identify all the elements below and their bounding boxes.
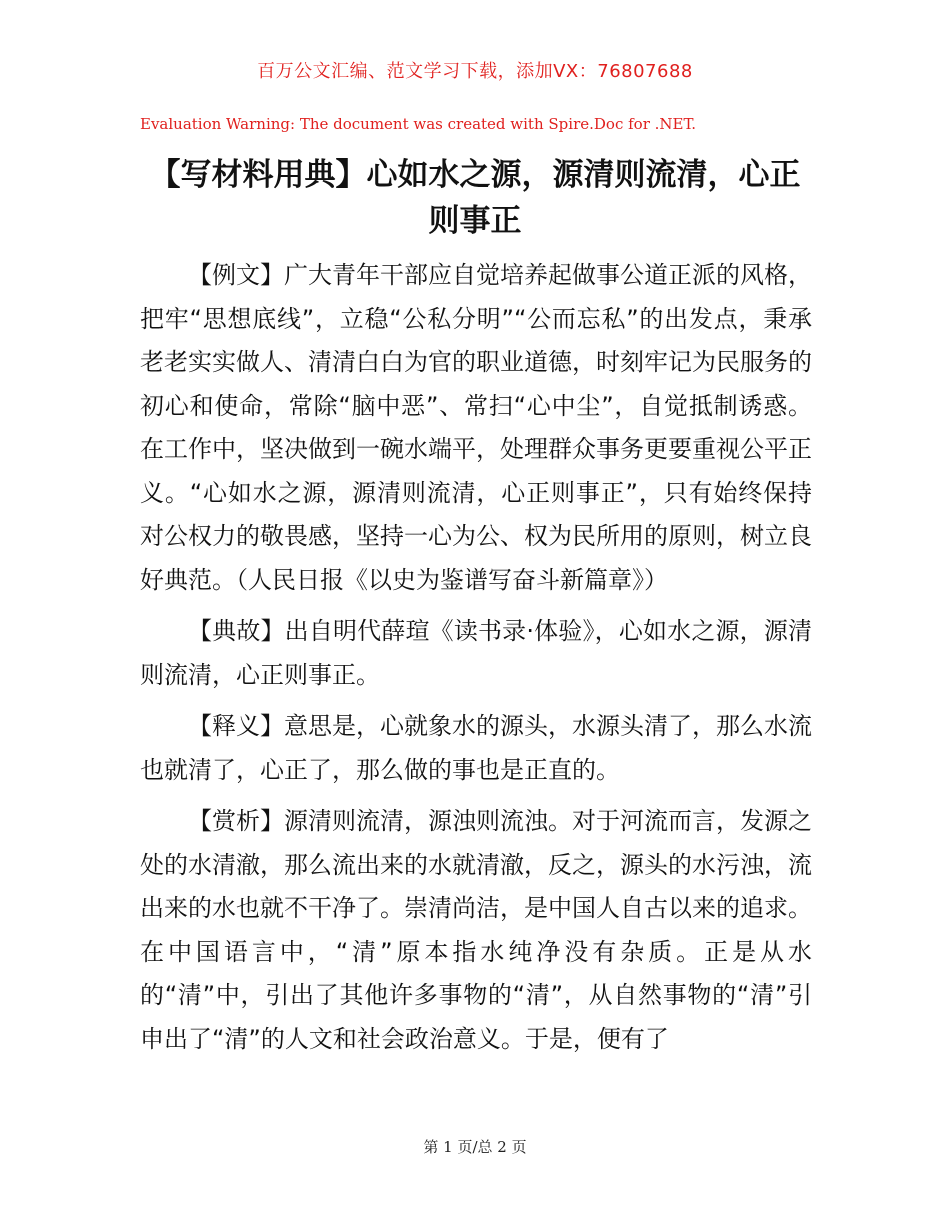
paragraph-allusion	[140, 610, 812, 697]
page-number: 第 1 页/总 2 页	[423, 1138, 527, 1156]
paragraph-tag: 【典故】	[188, 617, 285, 645]
paragraph-example	[140, 254, 812, 602]
paragraph-text: 出自明代薛瑄《读书录·体验》，心如水之源，源清则流清，心正则事正。	[140, 617, 812, 689]
paragraph-text: 广大青年干部应自觉培养起做事公道正派的风格，把牢“思想底线”，立稳“公私分明”“公而忘私”的出发点，秉承老老实实做人、清清白白为官的职业道德，时刻牢记为民服务的初心和使命，常除“脑中恶”、常扫“心中尘”，自觉抵制诱惑。在工作中，坚决做到一碗水端平，处理群众事务更要重视公平正义。“心如水之源，源清则流清，心正则事正”，只有始终保持对公权力的敬畏感，坚持一心为公、权为民所用的原则，树立良好典范。（人民日报《以史为鉴谱写奋斗新篇章》）	[140, 261, 812, 594]
document-title: 【写材料用典】心如水之源，源清则流清，心正则事正	[149, 157, 801, 239]
evaluation-warning: Evaluation Warning: The document was created with Spire.Doc for .NET.	[140, 115, 697, 133]
document-body	[140, 254, 812, 1069]
paragraph-appreciation	[140, 800, 812, 1061]
paragraph-text: 意思是，心就象水的源头，水源头清了，那么水流也就清了，心正了，那么做的事也是正直的。	[140, 712, 812, 784]
paragraph-tag: 【例文】	[188, 261, 284, 289]
header-banner: 百万公文汇编、范文学习下载，添加VX：76807688	[257, 61, 693, 82]
paragraph-text: 源清则流清，源浊则流浊。对于河流而言，发源之处的水清澈，那么流出来的水就清澈，反之，源头的水污浊，流出来的水也就不干净了。崇清尚洁，是中国人自古以来的追求。在中国语言中，“清”原本指水纯净没有杂质。正是从水的“清”中，引出了其他许多事物的“清”，从自然事物的“清”引申出了“清”的人文和社会政治意义。于是，便有了	[140, 807, 812, 1053]
paragraph-meaning	[140, 705, 812, 792]
paragraph-tag: 【赏析】	[188, 807, 284, 835]
paragraph-tag: 【释义】	[188, 712, 284, 740]
